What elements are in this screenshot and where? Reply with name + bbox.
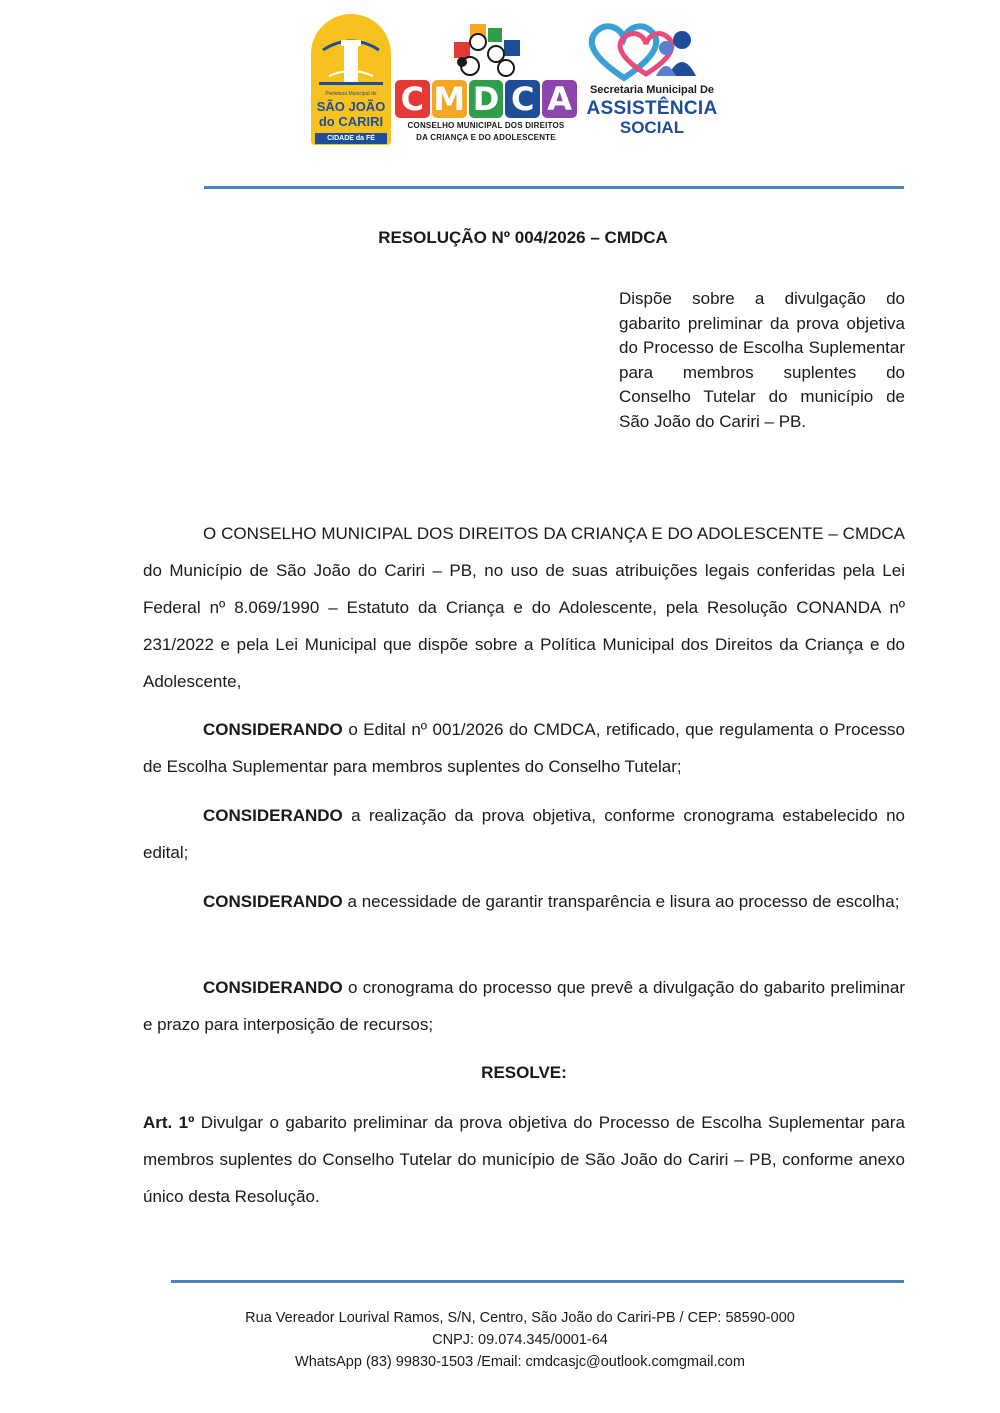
footer-divider — [171, 1280, 904, 1283]
considerando-paragraph — [143, 711, 905, 785]
considerando-paragraph — [143, 883, 905, 920]
considerando-paragraph — [143, 797, 905, 871]
considerando-paragraph — [143, 969, 905, 1043]
footer-address: Rua Vereador Lourival Ramos, S/N, Centro, São João do Cariri-PB / CEP: 58590-000 — [245, 1310, 795, 1326]
lighthouse-icon — [311, 14, 391, 94]
secretaria-line1: Secretaria Municipal De — [589, 84, 715, 96]
cmdca-letter: C — [505, 80, 540, 118]
resolve-heading: RESOLVE: — [481, 1063, 567, 1082]
header-divider — [204, 186, 904, 189]
sao-joao-do-cariri-logo — [311, 14, 391, 145]
intro-text: O CONSELHO MUNICIPAL DOS DIREITOS DA CRIANÇA E DO ADOLESCENTE – CMDCA do Município de São João do Cariri – PB, no uso de suas atribuições legais conferidas pela Lei Federal nº 8.069/1990 – Estatuto da Criança e do Adolescente, pela Resolução CONANDA nº 231/2022 e pela Lei Municipal que dispõe sobre a Política Municipal dos Direitos da Criança e do Adolescente, — [143, 524, 905, 691]
article-1-text: Divulgar o gabarito preliminar da prova objetiva do Processo de Escolha Suplementar para membros suplentes do Conselho Tutelar do município de São João do Cariri – PB, conforme anexo único desta Resolução. — [143, 1113, 905, 1206]
cmdca-subtitle-line2: DA CRIANÇA E DO ADOLESCENTE — [416, 133, 556, 142]
footer-contact: WhatsApp (83) 99830-1503 /Email: cmdcasjc@outlook.comgmail.com — [295, 1354, 745, 1370]
cmdca-letter: A — [542, 80, 577, 118]
cmdca-letter: C — [395, 80, 430, 118]
cmdca-subtitle-line1: CONSELHO MUNICIPAL DOS DIREITOS — [407, 121, 565, 130]
article-1-label: Art. 1º — [143, 1113, 195, 1132]
city-logo-line1: SÃO JOÃO — [316, 99, 386, 114]
cmdca-letter: D — [469, 80, 504, 118]
city-logo-small-text: Prefeitura Municipal de — [325, 91, 377, 97]
secretaria-line2: ASSISTÊNCIA — [586, 98, 718, 119]
considerando-text: o Edital nº 001/2026 do CMDCA, retificado, que regulamenta o Processo de Escolha Suplementar para membros suplentes do Conselho Tutelar; — [143, 720, 905, 776]
cmdca-letter: M — [433, 80, 466, 118]
considerando-keyword: CONSIDERANDO — [203, 892, 343, 911]
considerando-text: a necessidade de garantir transparência e lisura ao processo de escolha; — [342, 892, 900, 911]
secretaria-line3: SOCIAL — [619, 118, 685, 137]
considerando-text: o cronograma do processo que prevê a divulgação do gabarito preliminar e prazo para interposição de recursos; — [143, 978, 905, 1034]
resolution-ementa: Dispõe sobre a divulgação do gabarito preliminar da prova objetiva do Processo de Escolha Suplementar para membros suplentes do Conselho Tutelar do município de São João do Cariri – PB. — [619, 289, 905, 431]
secretaria-assistencia-social-logo — [584, 18, 720, 142]
intro-paragraph — [143, 515, 905, 700]
city-logo-line2: do CARIRI — [318, 114, 384, 129]
article-1-paragraph — [143, 1104, 905, 1215]
children-faces-icon — [448, 22, 528, 82]
considerando-text: a realização da prova objetiva, conforme cronograma estabelecido no edital; — [143, 806, 905, 862]
hearts-family-icon — [584, 18, 720, 84]
considerando-keyword: CONSIDERANDO — [203, 720, 343, 739]
city-logo-band: CIDADE da FÉ — [315, 133, 387, 144]
footer-cnpj: CNPJ: 09.074.345/0001-64 — [432, 1332, 608, 1348]
considerando-keyword: CONSIDERANDO — [203, 978, 343, 997]
cmdca-wordmark — [394, 80, 578, 118]
resolution-title: RESOLUÇÃO Nº 004/2026 – CMDCA — [378, 228, 668, 247]
cmdca-logo — [394, 22, 578, 146]
considerando-keyword: CONSIDERANDO — [203, 806, 343, 825]
